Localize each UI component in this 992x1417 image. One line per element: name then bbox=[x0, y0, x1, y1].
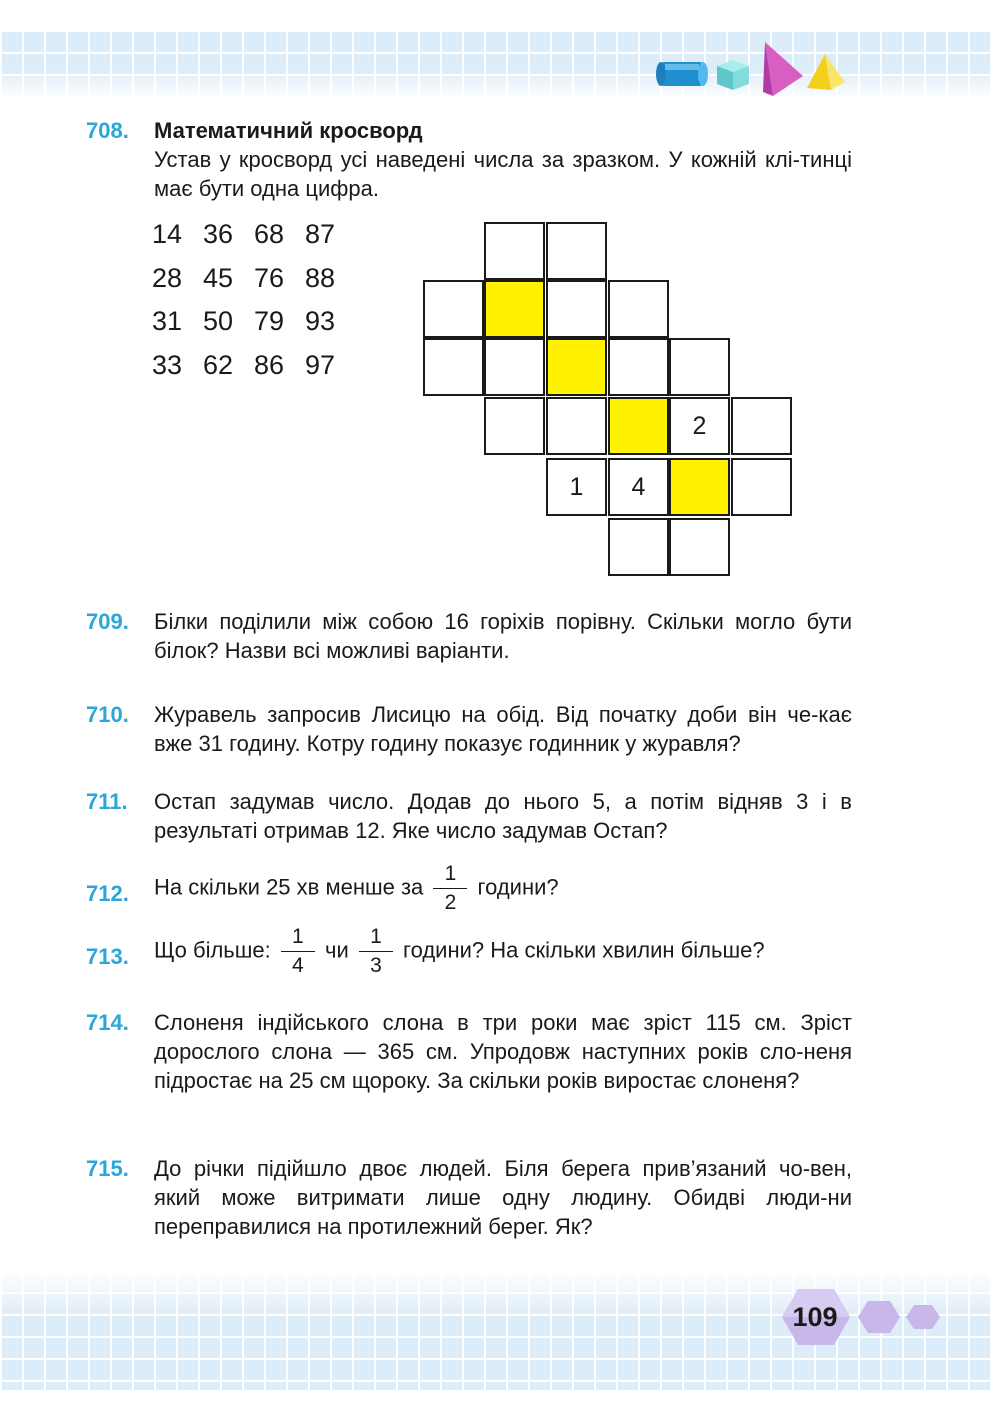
task-text: чи bbox=[325, 937, 349, 963]
hexagon-icon bbox=[858, 1301, 900, 1333]
crossword-cell[interactable] bbox=[669, 338, 730, 396]
task-text: Що більше: bbox=[154, 937, 271, 963]
number-list bbox=[152, 213, 356, 387]
task-709 bbox=[86, 607, 852, 665]
task-text: На скільки 25 хв менше за bbox=[154, 874, 424, 900]
number-item: 87 bbox=[305, 219, 336, 250]
number-item: 45 bbox=[203, 262, 234, 293]
number-item: 28 bbox=[152, 262, 183, 293]
crossword-cell[interactable] bbox=[423, 280, 484, 338]
crossword-cell[interactable] bbox=[484, 338, 545, 396]
crossword-cell[interactable] bbox=[546, 397, 607, 455]
number-item: 50 bbox=[203, 306, 234, 337]
crossword-cell-highlighted[interactable] bbox=[484, 280, 545, 338]
task-text: Журавель запросив Лисицю на обід. Від початку доби він че-кає вже 31 годину. Котру годину показує годинник у журавля? bbox=[154, 702, 852, 756]
fraction-bar bbox=[433, 888, 467, 889]
hexagon-icon bbox=[906, 1305, 940, 1329]
fraction bbox=[433, 863, 467, 914]
fraction-bar bbox=[359, 951, 393, 952]
crossword-cell[interactable] bbox=[423, 338, 484, 396]
task-number: 711. bbox=[86, 789, 128, 814]
cone-icon bbox=[763, 42, 803, 96]
fraction bbox=[281, 926, 315, 977]
task-711 bbox=[86, 787, 852, 845]
task-714 bbox=[86, 1008, 852, 1095]
task-712 bbox=[86, 863, 852, 914]
crossword-cell[interactable] bbox=[546, 222, 607, 280]
cube-icon bbox=[717, 60, 749, 90]
task-text: години? На скільки хвилин більше? bbox=[403, 937, 765, 963]
crossword-cell[interactable] bbox=[608, 338, 669, 396]
cylinder-icon bbox=[656, 62, 708, 86]
number-item: 88 bbox=[305, 262, 336, 293]
number-item: 36 bbox=[203, 219, 234, 250]
task-text: години? bbox=[477, 874, 559, 900]
task-number: 708. bbox=[86, 118, 129, 143]
task-text: Білки поділили між собою 16 горіхів порівну. Скільки могло бути білок? Назви всі можливі варіанти. bbox=[154, 609, 852, 663]
task-number: 715. bbox=[86, 1156, 129, 1181]
task-number: 714. bbox=[86, 1010, 129, 1035]
number-row bbox=[152, 257, 356, 301]
crossword-cell[interactable] bbox=[669, 518, 730, 576]
number-item: 86 bbox=[254, 349, 285, 380]
crossword-cell-highlighted[interactable] bbox=[546, 338, 607, 396]
task-text: Слоненя індійського слона в три роки має зріст 115 см. Зріст дорослого слона — 365 см. Упродовж наступних років сло-неня підростає на 25 см щороку. За скільки років виростає слоненя? bbox=[154, 1010, 852, 1093]
crossword-cell[interactable] bbox=[484, 222, 545, 280]
fraction-denominator: 3 bbox=[370, 954, 382, 977]
task-text: До річки підійшло двоє людей. Біля берега прив’язаний чо-вен, який може витримати лише одну людину. Обидві люди-ни переправилися на протилежний берег. Як? bbox=[154, 1156, 852, 1239]
number-item: 93 bbox=[305, 306, 336, 337]
fraction-denominator: 2 bbox=[444, 891, 457, 914]
number-item: 76 bbox=[254, 262, 285, 293]
crossword-cell-given[interactable]: 2 bbox=[669, 397, 730, 455]
crossword-cell-given[interactable]: 4 bbox=[608, 458, 669, 516]
fraction-bar bbox=[281, 951, 315, 952]
fraction bbox=[359, 926, 393, 977]
task-title: Математичний кросворд bbox=[154, 118, 423, 143]
crossword-cell[interactable] bbox=[484, 397, 545, 455]
task-text: Устав у кросворд усі наведені числа за зразком. У кожній клі-тинці має бути одна цифра. bbox=[154, 147, 852, 201]
task-text: Остап задумав число. Додав до нього 5, а потім відняв 3 і в результаті отримав 12. Яке число задумав Остап? bbox=[154, 789, 852, 843]
crossword-cell[interactable] bbox=[608, 518, 669, 576]
number-row bbox=[152, 344, 356, 388]
task-708 bbox=[86, 116, 852, 203]
fraction-denominator: 4 bbox=[292, 954, 304, 977]
number-item: 31 bbox=[152, 306, 183, 337]
number-item: 68 bbox=[254, 219, 285, 250]
page-number: 109 bbox=[792, 1301, 838, 1332]
task-715 bbox=[86, 1154, 852, 1241]
crossword-cell-highlighted[interactable] bbox=[608, 397, 669, 455]
pyramid-icon bbox=[807, 54, 845, 90]
task-number: 710. bbox=[86, 702, 129, 727]
crossword-cell-given[interactable]: 1 bbox=[546, 458, 607, 516]
task-713 bbox=[86, 926, 852, 977]
crossword-cell[interactable] bbox=[731, 397, 792, 455]
task-number: 712. bbox=[86, 881, 129, 906]
task-number: 713. bbox=[86, 944, 129, 969]
fraction-numerator: 1 bbox=[370, 925, 382, 948]
task-710 bbox=[86, 700, 852, 758]
crossword-cell[interactable] bbox=[608, 280, 669, 338]
crossword-cell-highlighted[interactable] bbox=[669, 458, 730, 516]
task-number: 709. bbox=[86, 609, 129, 634]
number-row bbox=[152, 300, 356, 344]
number-item: 62 bbox=[203, 349, 234, 380]
number-item: 97 bbox=[305, 349, 336, 380]
number-item: 14 bbox=[152, 219, 183, 250]
number-row bbox=[152, 213, 356, 257]
fraction-numerator: 1 bbox=[292, 925, 304, 948]
fraction-numerator: 1 bbox=[444, 862, 457, 885]
number-item: 79 bbox=[254, 306, 285, 337]
crossword-cell[interactable] bbox=[731, 458, 792, 516]
crossword-cell[interactable] bbox=[546, 280, 607, 338]
geometric-shapes-icon bbox=[655, 40, 855, 102]
number-item: 33 bbox=[152, 349, 183, 380]
